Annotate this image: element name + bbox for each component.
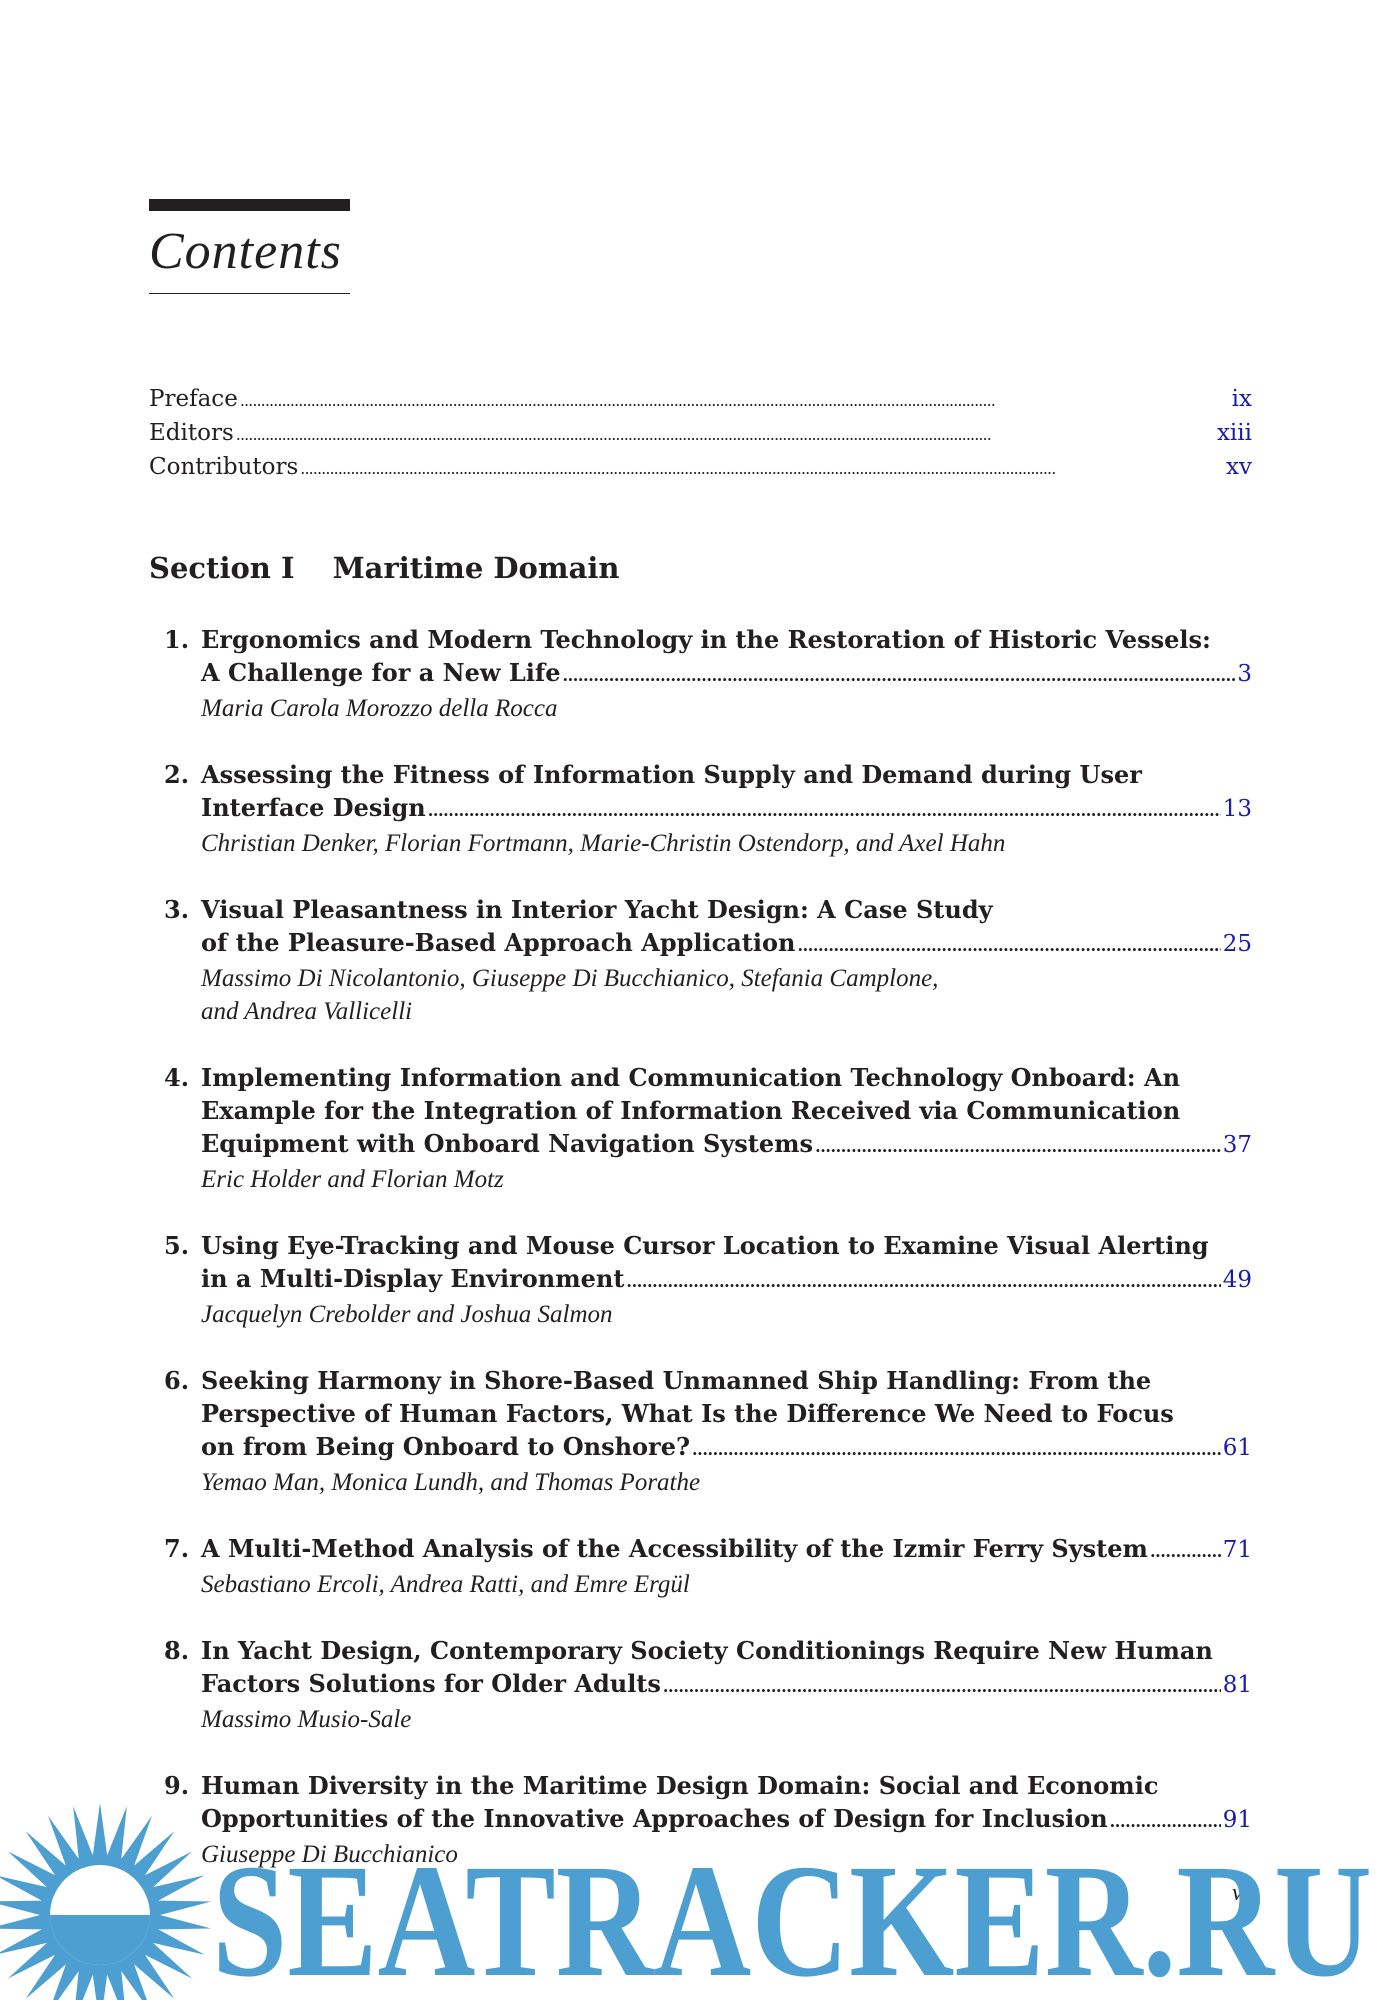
chapter-authors: Jacquelyn Crebolder and Joshua Salmon bbox=[201, 1301, 613, 1328]
toc-page-link[interactable]: 13 bbox=[1222, 796, 1252, 822]
dot-leader bbox=[692, 1430, 1221, 1466]
toc-entry-contributors[interactable] bbox=[149, 454, 1252, 488]
chapter-title-line: Ergonomics and Modern Technology in the Restoration of Historic Vessels: bbox=[201, 625, 1211, 654]
toc-chapter-entry[interactable] bbox=[149, 758, 1252, 860]
toc-page-link[interactable]: 3 bbox=[1237, 661, 1252, 687]
chapter-title-text: Interface Design bbox=[201, 793, 426, 822]
chapter-title-line bbox=[201, 1532, 1252, 1568]
toc-page-link[interactable]: 25 bbox=[1222, 931, 1252, 957]
toc-page-link[interactable]: xv bbox=[1226, 454, 1252, 480]
chapter-title-line: Human Diversity in the Maritime Design Domain: Social and Economic bbox=[201, 1771, 1159, 1800]
chapter-title-text: in a Multi-Display Environment bbox=[201, 1264, 625, 1293]
chapter-list bbox=[149, 623, 1252, 1904]
watermark bbox=[0, 1795, 1400, 2000]
toc-chapter-entry[interactable] bbox=[149, 1634, 1252, 1736]
toc-chapter-entry[interactable] bbox=[149, 1061, 1252, 1196]
chapter-title-line bbox=[201, 1262, 1252, 1298]
toc-page-link[interactable]: xiii bbox=[1216, 420, 1252, 446]
watermark-text: SEATRACKER.RU bbox=[212, 1832, 1372, 2000]
chapter-title-line bbox=[201, 656, 1252, 692]
front-matter-list bbox=[149, 386, 1252, 488]
toc-chapter-entry[interactable] bbox=[149, 1532, 1252, 1601]
chapter-title-text: Opportunities of the Innovative Approaches of Design for Inclusion bbox=[201, 1804, 1108, 1833]
toc-page-link[interactable]: 49 bbox=[1222, 1267, 1252, 1293]
chapter-title-text: Equipment with Onboard Navigation Systems bbox=[201, 1129, 814, 1158]
chapter-title-line bbox=[201, 791, 1252, 827]
toc-page-link[interactable]: ix bbox=[1231, 386, 1252, 412]
chapter-authors: and Andrea Vallicelli bbox=[201, 998, 413, 1025]
chapter-title-line bbox=[201, 926, 1252, 962]
dot-leader bbox=[300, 454, 1224, 480]
chapter-number: 8. bbox=[164, 1636, 190, 1665]
chapter-authors: Eric Holder and Florian Motz bbox=[201, 1166, 504, 1193]
chapter-number: 1. bbox=[164, 625, 190, 654]
dot-leader bbox=[797, 926, 1220, 962]
chapter-title-text: A Challenge for a New Life bbox=[201, 658, 561, 687]
chapter-title-text: Factors Solutions for Older Adults bbox=[201, 1669, 661, 1698]
toc-entry-editors[interactable] bbox=[149, 420, 1252, 454]
chapter-authors: Massimo Musio-Sale bbox=[201, 1706, 412, 1733]
page-title: Contents bbox=[149, 223, 342, 280]
chapter-number: 9. bbox=[164, 1771, 190, 1800]
chapter-authors: Yemao Man, Monica Lundh, and Thomas Porathe bbox=[201, 1469, 701, 1496]
toc-entry-preface[interactable] bbox=[149, 386, 1252, 420]
chapter-authors: Giuseppe Di Bucchianico bbox=[201, 1841, 458, 1868]
chapter-title-line: In Yacht Design, Contemporary Society Conditionings Require New Human bbox=[201, 1636, 1213, 1665]
chapter-authors: Sebastiano Ercoli, Andrea Ratti, and Emre Ergül bbox=[201, 1571, 690, 1598]
toc-chapter-entry[interactable] bbox=[149, 623, 1252, 725]
page-folio: v bbox=[1232, 1880, 1243, 1906]
toc-page-link[interactable]: 37 bbox=[1222, 1132, 1252, 1158]
chapter-title-line: Perspective of Human Factors, What Is the Difference We Need to Focus bbox=[201, 1399, 1174, 1428]
toc-chapter-entry[interactable] bbox=[149, 1364, 1252, 1499]
chapter-title-line bbox=[201, 1127, 1252, 1163]
chapter-title-line bbox=[201, 1667, 1252, 1703]
chapter-authors: Massimo Di Nicolantonio, Giuseppe Di Bucchianico, Stefania Camplone, bbox=[201, 965, 939, 992]
chapter-title-line: Using Eye-Tracking and Mouse Cursor Location to Examine Visual Alerting bbox=[201, 1231, 1209, 1260]
section-label: Section I bbox=[149, 551, 295, 585]
chapter-number: 6. bbox=[164, 1366, 190, 1395]
toc-entry-label: Contributors bbox=[149, 454, 299, 480]
section-heading bbox=[149, 548, 619, 588]
toc-entry-label: Editors bbox=[149, 420, 234, 446]
dot-leader bbox=[240, 386, 1230, 412]
chapter-number: 3. bbox=[164, 895, 190, 924]
chapter-title-line: Implementing Information and Communication Technology Onboard: An bbox=[201, 1063, 1181, 1092]
sun-icon bbox=[0, 1803, 211, 2000]
dot-leader bbox=[1150, 1532, 1221, 1568]
toc-entry-label: Preface bbox=[149, 386, 238, 412]
toc-page-link[interactable]: 71 bbox=[1222, 1537, 1252, 1563]
chapter-title-text: of the Pleasure-Based Approach Application bbox=[201, 928, 796, 957]
dot-leader bbox=[815, 1127, 1221, 1163]
chapter-title-line bbox=[201, 1430, 1252, 1466]
chapter-title-line: Assessing the Fitness of Information Supply and Demand during User bbox=[201, 760, 1142, 789]
chapter-title-line: Example for the Integration of Information Received via Communication bbox=[201, 1096, 1181, 1125]
chapter-number: 4. bbox=[164, 1063, 190, 1092]
chapter-title-text: on from Being Onboard to Onshore? bbox=[201, 1432, 691, 1461]
toc-page-link[interactable]: 81 bbox=[1222, 1672, 1252, 1698]
dot-leader bbox=[236, 420, 1215, 446]
dot-leader bbox=[428, 791, 1221, 827]
title-bar bbox=[149, 199, 350, 211]
title-rule bbox=[149, 293, 350, 294]
toc-chapter-entry[interactable] bbox=[149, 1229, 1252, 1331]
section-name: Maritime Domain bbox=[332, 551, 620, 585]
toc-chapter-entry[interactable] bbox=[149, 893, 1252, 1028]
dot-leader bbox=[562, 656, 1235, 692]
chapter-authors: Maria Carola Morozzo della Rocca bbox=[201, 695, 558, 722]
toc-page-link[interactable]: 91 bbox=[1222, 1807, 1252, 1833]
chapter-title-text: A Multi-Method Analysis of the Accessibility of the Izmir Ferry System bbox=[201, 1534, 1148, 1563]
dot-leader bbox=[663, 1667, 1221, 1703]
chapter-title-line: Seeking Harmony in Shore-Based Unmanned Ship Handling: From the bbox=[201, 1366, 1152, 1395]
chapter-title-line: Visual Pleasantness in Interior Yacht Design: A Case Study bbox=[201, 895, 993, 924]
dot-leader bbox=[626, 1262, 1220, 1298]
toc-page-link[interactable]: 61 bbox=[1222, 1435, 1252, 1461]
chapter-authors: Christian Denker, Florian Fortmann, Marie-Christin Ostendorp, and Axel Hahn bbox=[201, 830, 1006, 857]
chapter-number: 7. bbox=[164, 1534, 190, 1563]
chapter-number: 2. bbox=[164, 760, 190, 789]
chapter-number: 5. bbox=[164, 1231, 190, 1260]
